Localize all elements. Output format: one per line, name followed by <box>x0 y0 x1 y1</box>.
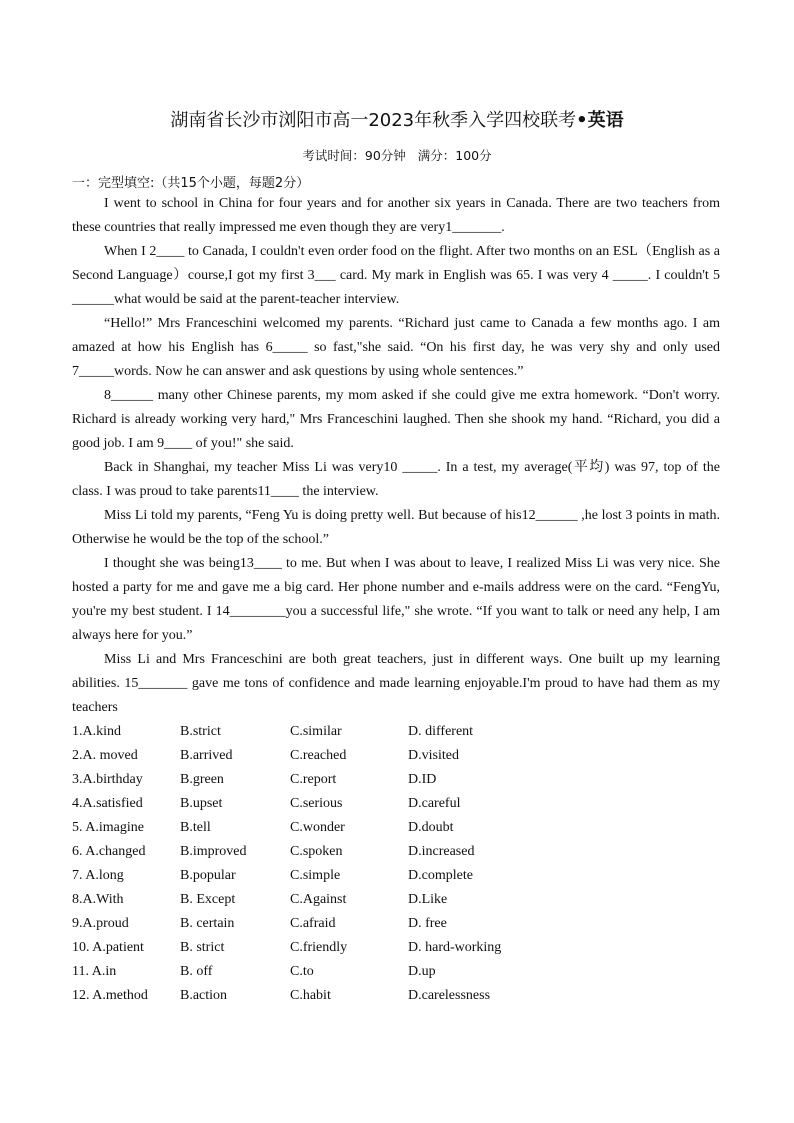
option-a: 12. A.method <box>72 988 148 1003</box>
passage-paragraph: Back in Shanghai, my teacher Miss Li was very10 _____. In a test, my average(平均) was 97, top of the class. I was proud to take parents11____ the interview. <box>72 460 720 499</box>
option-d: D. hard-working <box>408 940 502 955</box>
option-b: B.arrived <box>180 748 233 763</box>
option-row <box>72 816 720 840</box>
passage-paragraph: Miss Li and Mrs Franceschini are both great teachers, just in different ways. One built up my learning abilities. 15_______ gave me tons of confidence and made learning enjoyable.I'm proud to have had them as my teachers <box>72 652 720 715</box>
option-row <box>72 720 720 744</box>
option-row <box>72 768 720 792</box>
option-d: D. free <box>408 916 447 931</box>
option-c: C.friendly <box>290 940 348 955</box>
answer-options <box>72 720 720 1008</box>
option-d: D.complete <box>408 868 473 883</box>
option-row <box>72 936 720 960</box>
option-c: C.Against <box>290 892 347 907</box>
option-d: D.up <box>408 964 436 979</box>
option-c: C.to <box>290 964 314 979</box>
option-b: B.upset <box>180 796 223 811</box>
option-d: D.doubt <box>408 820 454 835</box>
option-b: B.improved <box>180 844 247 859</box>
option-b: B.green <box>180 772 224 787</box>
option-row <box>72 888 720 912</box>
option-a: 7. A.long <box>72 868 124 883</box>
option-b: B. off <box>180 964 213 979</box>
option-a: 4.A.satisfied <box>72 796 143 811</box>
page-title <box>0 106 794 132</box>
option-b: B. strict <box>180 940 225 955</box>
option-row <box>72 840 720 864</box>
option-row <box>72 984 720 1008</box>
exam-time: 考试时间：90分钟 <box>302 148 406 163</box>
title-separator: • <box>576 110 588 131</box>
option-b: B.strict <box>180 724 221 739</box>
option-c: C.serious <box>290 796 343 811</box>
option-c: C.afraid <box>290 916 336 931</box>
option-row <box>72 792 720 816</box>
option-b: B.popular <box>180 868 236 883</box>
option-a: 11. A.in <box>72 964 117 979</box>
option-c: C.simple <box>290 868 341 883</box>
cloze-passage <box>72 192 720 720</box>
option-b: B.action <box>180 988 228 1003</box>
option-a: 1.A.kind <box>72 724 121 739</box>
option-d: D.visited <box>408 748 459 763</box>
option-b: B. Except <box>180 892 236 907</box>
option-d: D. different <box>408 724 474 739</box>
option-row <box>72 864 720 888</box>
option-b: B.tell <box>180 820 211 835</box>
option-c: C.spoken <box>290 844 343 859</box>
option-c: C.habit <box>290 988 331 1003</box>
title-subject: 英语 <box>587 110 624 131</box>
option-row <box>72 960 720 984</box>
option-a: 6. A.changed <box>72 844 146 859</box>
option-c: C.wonder <box>290 820 345 835</box>
option-c: C.report <box>290 772 337 787</box>
option-row <box>72 744 720 768</box>
passage-paragraph: 8______ many other Chinese parents, my mom asked if she could give me extra homework. “Don't worry. Richard is already working very hard," Mrs Franceschini laughed. Then she shook my hand. “Richard, you did a good job. I am 9____ of you!" she said. <box>72 388 720 451</box>
passage-paragraph: I went to school in China for four years and for another six years in Canada. There are two teachers from these countries that really impressed me even though they are very1_______. <box>72 196 720 235</box>
option-d: D.careful <box>408 796 461 811</box>
option-c: C.reached <box>290 748 347 763</box>
option-a: 2.A. moved <box>72 748 138 763</box>
option-d: D.increased <box>408 844 475 859</box>
passage-paragraph: I thought she was being13____ to me. But when I was about to leave, I realized Miss Li was very nice. She hosted a party for me and gave me a big card. Her phone number and e-mails address were on the card. “FengYu, you're my best student. I 14________you a successful life," she wrote. “If you want to talk or need any help, I am always here for you.” <box>72 556 720 643</box>
option-d: D.carelessness <box>408 988 491 1003</box>
passage-paragraph: When I 2____ to Canada, I couldn't even order food on the flight. After two months on an ESL（English as a Second Language）course,I got my first 3___ card. My mark in English was 65. I was very 4 _____. I couldn't 5 ______what would be said at the parent-teacher interview. <box>72 244 720 307</box>
exam-score: 满分：100分 <box>417 148 492 163</box>
option-d: D.Like <box>408 892 448 907</box>
option-a: 3.A.birthday <box>72 772 143 787</box>
section-heading: 一：完型填空:（共15个小题，每题2分） <box>72 176 310 191</box>
title-main: 湖南省长沙市浏阳市高一2023年秋季入学四校联考 <box>170 110 577 131</box>
passage-paragraph: Miss Li told my parents, “Feng Yu is doing pretty well. But because of his12______ ,he lost 3 points in math. Otherwise he would be the top of the school.” <box>72 508 720 547</box>
exam-meta <box>0 146 794 164</box>
option-a: 8.A.With <box>72 892 124 907</box>
passage-paragraph: “Hello!” Mrs Franceschini welcomed my parents. “Richard just came to Canada a few months ago. I am amazed at how his English has 6_____ so fast,"she said. “On his first day, he was very shy and only used 7_____words. Now he can answer and ask questions by using whole sentences.” <box>72 316 720 379</box>
option-c: C.similar <box>290 724 342 739</box>
option-a: 9.A.proud <box>72 916 129 931</box>
option-d: D.ID <box>408 772 437 787</box>
option-a: 5. A.imagine <box>72 820 144 835</box>
option-row <box>72 912 720 936</box>
option-b: B. certain <box>180 916 235 931</box>
option-a: 10. A.patient <box>72 940 144 955</box>
